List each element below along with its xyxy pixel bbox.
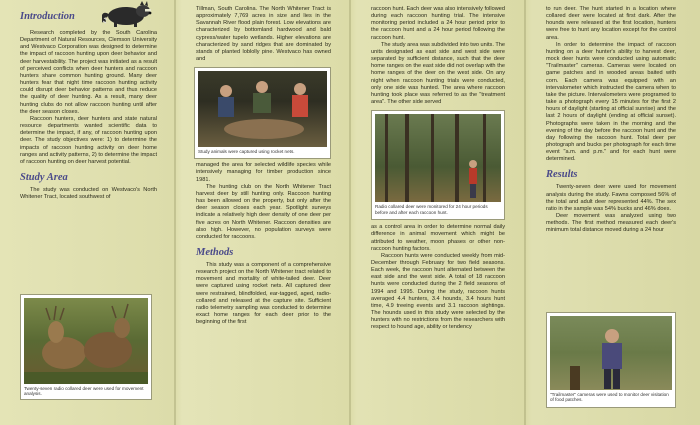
methods-heading: Methods xyxy=(196,246,234,258)
forest-photo xyxy=(375,114,501,202)
column-1 xyxy=(20,0,157,425)
management-paragraph: managed the area for selected wildlife species while intensively managing for timber production since 1981. xyxy=(196,162,331,183)
fold-line xyxy=(174,0,176,425)
deer-photo-caption: Twenty-seven radio collared deer were used for movement analysis. xyxy=(24,386,144,397)
column-2 xyxy=(196,0,331,425)
hunt-start-paragraph: to run deer. The hunt started in a location where collared deer were located at first dark. After the hounds were released at the first location, hunters were free to hunt any location except for the control area. xyxy=(546,6,676,41)
camera-photo-frame xyxy=(546,312,676,408)
raccoon-drawing xyxy=(102,0,154,28)
forest-photo-frame xyxy=(371,110,505,220)
results-paragraph-2: Deer movement was analyzed using two methods. The first method measured each deer's minimum total distance moved during a 24 hour xyxy=(546,213,676,234)
results-heading: Results xyxy=(546,169,578,181)
column-3 xyxy=(371,0,505,425)
capture-photo-frame xyxy=(194,67,331,159)
methods-continued: raccoon hunt. Each deer was also intensively followed during each raccoon hunting trial. The intensive monitoring period included a 24 hour period prior to the raccoon hunt and a 24 hour period following the raccoon hunt. xyxy=(371,6,506,41)
results-paragraph-1: Twenty-seven deer were used for movement analysis during the study. Fawns composed 56% of the total and adult deer represented 44%. The sex ratio in the sample was 54% bucks and 46% does. xyxy=(546,184,676,212)
control-area-paragraph: as a control area in order to determine normal daily difference in animal movement which might be attributed to weather, moon phases or other non-raccoon hunting factors. xyxy=(371,224,505,252)
forest-photo-caption: Radio collared deer were monitored for 24 hour periods before and after each raccoon hunt. xyxy=(375,204,488,215)
hunting-club-paragraph: The hunting club on the North Whitener Tract harvest deer by still hunting only. Raccoon hunting has been allowed on the property, but only after the deer season closes each year. Spotlight surveys indicate a relatively high deer density of one deer per five acres on North Whitener. Raccoon densities are also high. However, no population surveys were conducted for raccoons. xyxy=(196,183,331,240)
fold-line xyxy=(524,0,526,425)
camera-paragraph: In order to determine the impact of raccoon hunting on a deer hunter's ability to harvest deer, mock deer hunts were conducted using automatic "Trailmaster" cameras. Cameras were located on game patches and in wooded areas baited with corn. Each camera was equipped with an intervalometer which instructed the camera when to take the picture. Intervalometers were programed to take a photograph every 15 minutes for the first 2 hours of daylight (starting at official sunrise) and the last 2 hours of daylight (ending at official sunset). Photographs were taken in the morning and the evening of the day before the raccoon hunt and the day following the raccoon hunt. Total deer per photograph and bucks per photograph for each time event "a.m. and p.m." and for each hunt were determined. xyxy=(546,41,676,163)
fold-line xyxy=(349,0,351,425)
study-area-continued: Tillman, South Carolina. The North Whitener Tract is approximately 7,769 acres in size and lies in the Savannah River flood plain forest. Low elevations are characterized by bottomland hardwood and bald cypress/water tupelo wetlands. Higher elevations are characterized by sand ridges that are dominated by stands of planted loblolly pine. Westvaco has owned and xyxy=(196,6,331,63)
study-area-paragraph: The study was conducted on Westvaco's North Whitener Tract, located southwest of xyxy=(20,186,157,201)
column-4 xyxy=(546,0,676,425)
capture-photo xyxy=(198,71,327,147)
capture-photo-caption: Study animals were captured using rocket nets. xyxy=(198,149,295,155)
intro-paragraph-1: Research completed by the South Carolina Department of Natural Resources, Clemson University and Westvaco Corporation was designed to determine the impact of raccoon hunting upon deer behavior and deer harvestability. The project was initiated as a result of perceived conflicts when deer hunters and raccoon hunters share common hunting ground. Many deer hunters fear that night time raccoon hunting activity could disrupt deer behavior patterns and thus reduce the quality of deer hunting. As a result, many deer hunting clubs do not allow raccoon hunting until after the deer season closes. xyxy=(20,30,157,115)
study-units-paragraph: The study area was subdivided into two units. The units designated as east side and west side were separated by sufficient distance, such that the deer home ranges on the east side did not overlap with the home ranges of the deer on the west side. On any night when raccoon hunting trials were conducted, only one side was hunted. The area where raccoon hunting took place was referred to as the "treatment area". The other side served xyxy=(371,41,505,106)
deer-photo xyxy=(24,298,148,384)
camera-photo-caption: "Trailmaster" cameras were used to monitor deer visitation of food patches. xyxy=(550,392,669,403)
camera-photo xyxy=(550,316,672,390)
deer-photo-frame xyxy=(20,294,152,400)
study-area-heading: Study Area xyxy=(20,171,68,183)
intro-paragraph-2: Raccoon hunters, deer hunters and state natural resource departments wanted scientific data to determine the impact, if any, of raccoon hunting upon deer. The study objectives were: 1) to determine the impacts of raccoon hunting activity on deer home ranges and activity patterns, 2) to determine the impact of raccoon hunting on deer harvest potential. xyxy=(20,115,157,165)
introduction-heading: Introduction xyxy=(20,11,75,22)
raccoon-hunts-paragraph: Raccoon hunts were conducted weekly from mid-December through February for two field seasons. Each week, the raccoon hunt alternated between the east side and the west side. A total of 18 raccoon hunts were conducted during the 2 field seasons of 1994 and 1995. During the study, raccoon hunts averaged 4.4 hunters, 3.4 hounds, 3.4 hours hunt time, 4.9 treeing events and 3.1 raccoon sightings. The hounds used in this study were selected by the hunters with no restrictions from the researchers with respect to hound age, ability or tendency xyxy=(371,252,505,331)
methods-paragraph: This study was a component of a comprehensive research project on the North Whitener tract related to movement and mortality of white-tailed deer. Deer were captured using rocket nets. All captured deer were restrained, blindfolded, ear-tagged, aged, radio-collared and released at the capture site. Sufficient radio telemetry sampling was conducted to determine exact home ranges for each deer prior to the beginning of the first xyxy=(196,261,331,326)
